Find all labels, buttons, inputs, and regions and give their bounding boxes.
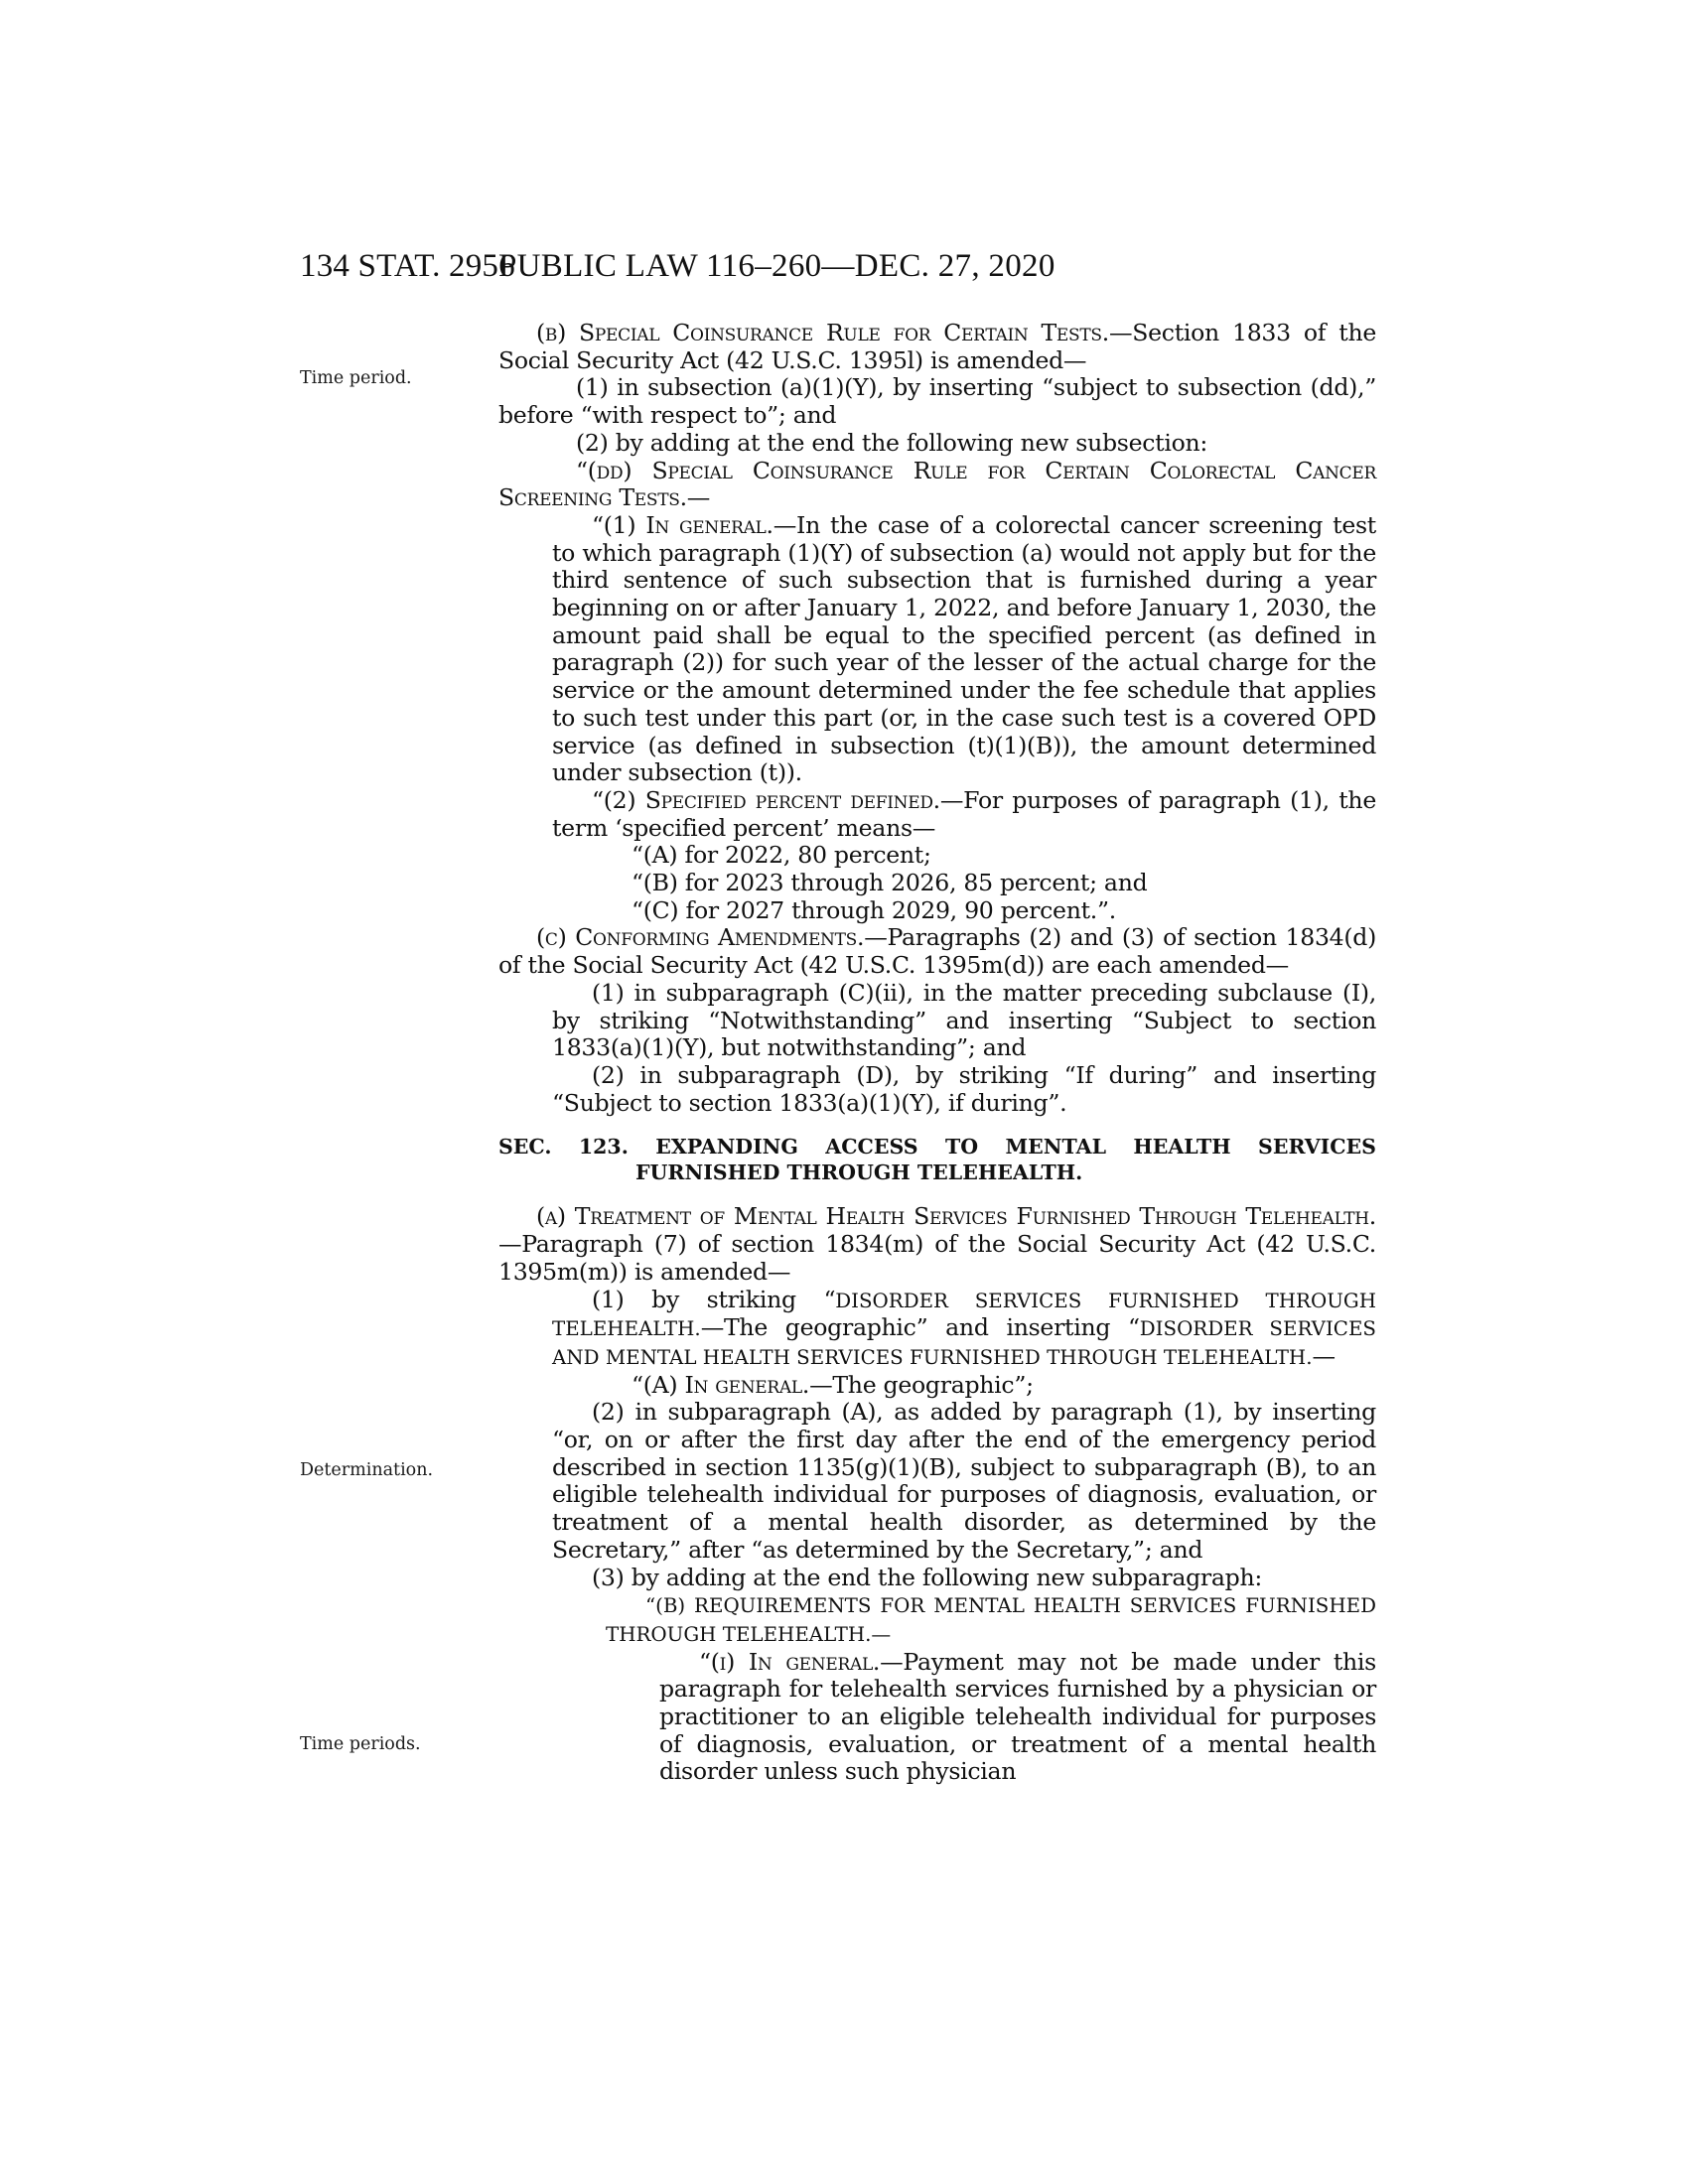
paragraph-dd1: [498, 512, 1376, 787]
subsection-b: [498, 320, 1376, 374]
margin-note-determination: Determination.: [300, 1460, 434, 1480]
paragraph-a1-post: —: [1312, 1341, 1336, 1370]
subparagraph-b-heading-text: “(B) REQUIREMENTS FOR MENTAL HEALTH SERVICES FURNISHED THROUGH TELEHEALTH.—: [606, 1594, 1376, 1646]
paragraph-a1: [498, 1287, 1376, 1372]
paragraph-dd2: [498, 787, 1376, 842]
clause-dd-a: “(A) for 2022, 80 percent;: [632, 841, 931, 870]
clause-b-i-text: —Payment may not be made under this paragraph for telehealth services furnished by a physician or practitioner to an eligible telehealth individual for purposes of diagnosis, evaluation, or treatment of a mental health disorder unless such physician: [659, 1647, 1376, 1786]
subsection-dd-heading: [498, 458, 1376, 512]
paragraph-a1-subparagraph-a: [498, 1372, 1376, 1400]
subsection-dd-heading-text: “(dd) Special Coinsurance Rule for Certain Colorectal Cancer Screening Tests.—: [498, 456, 1376, 512]
statute-page-reference: 134 STAT. 2956: [300, 248, 515, 284]
paragraph-a3: (3) by adding at the end the following new subparagraph:: [592, 1563, 1262, 1591]
clause-b-i-heading: “(i) In general.: [699, 1647, 881, 1676]
margin-note-time-period: Time period.: [300, 368, 412, 388]
subsection-a-heading: (a) Treatment of Mental Health Services Furnished Through Telehealth.: [536, 1202, 1376, 1231]
paragraph-b2: (2) by adding at the end the following new subsection:: [576, 428, 1208, 457]
paragraph-c1: (1) in subparagraph (C)(ii), in the matter preceding subclause (I), by striking “Notwithstanding” and inserting “Subject to section 1833(a)(1)(Y), but notwithstanding”; and: [552, 978, 1376, 1062]
paragraph-a1-pre: (1) by striking “: [592, 1285, 836, 1313]
document-body: [498, 320, 1376, 1786]
paragraph-a1-inserted-heading: DISORDER SERVICES AND MENTAL HEALTH SERVICES FURNISHED THROUGH TELEHEALTH.: [552, 1317, 1376, 1369]
clause-dd-c: “(C) for 2027 through 2029, 90 percent.”.: [632, 895, 1116, 924]
section-123-heading: SEC. 123. EXPANDING ACCESS TO MENTAL HEALTH SERVICES FURNISHED THROUGH TELEHEALTH.: [498, 1135, 1376, 1184]
paragraph-dd2-heading: “(2) Specified percent defined.: [592, 785, 940, 814]
subsection-b-heading: (b) Special Coinsurance Rule for Certain Tests.: [536, 319, 1109, 346]
subsection-c-heading: (c) Conforming Amendments.: [536, 923, 865, 952]
paragraph-a1-mid: —The geographic” and inserting “: [700, 1313, 1140, 1342]
subparagraph-a-heading: In general.: [684, 1370, 810, 1399]
clause-dd-b: “(B) for 2023 through 2026, 85 percent; and: [632, 869, 1148, 897]
subparagraph-a-post: —The geographic”;: [809, 1370, 1034, 1399]
clause-b-i: [498, 1649, 1376, 1787]
margin-note-time-periods: Time periods.: [300, 1734, 421, 1754]
subparagraph-b-heading: [498, 1591, 1376, 1648]
paragraph-a1-struck-heading: DISORDER SERVICES FURNISHED THROUGH TELEHEALTH.: [552, 1289, 1377, 1341]
subparagraph-a-pre: “(A): [632, 1370, 685, 1399]
subsection-b-text: —Section 1833 of the Social Security Act (42 U.S.C. 1395l) is amended—: [498, 319, 1376, 374]
paragraph-a2: (2) in subparagraph (A), as added by paragraph (1), by inserting “or, on or after the first day after the end of the emergency period described in section 1135(g)(1)(B), subject to subparagraph (B), to an eligible telehealth individual for purposes of diagnosis, evaluation, or treatment of a mental health disorder, as determined by the Secretary,” after “as determined by the Secretary,”; and: [552, 1398, 1376, 1564]
subsection-a: [498, 1203, 1376, 1286]
paragraph-dd2-text: —For purposes of paragraph (1), the term ‘specified percent’ means—: [552, 785, 1376, 842]
subsection-c: [498, 924, 1376, 979]
page-header: [300, 248, 1376, 288]
paragraph-dd1-heading: “(1) In general.: [592, 510, 774, 539]
paragraph-c2: (2) in subparagraph (D), by striking “If during” and inserting “Subject to section 1833(a)(1)(Y), if during”.: [552, 1060, 1376, 1117]
paragraph-dd1-text: —In the case of a colorectal cancer screening test to which paragraph (1)(Y) of subsection (a) would not apply but for the third sentence of such subsection that is furnished during a year beginning on or after January 1, 2022, and before January 1, 2030, the amount paid shall be equal to the specified percent (as defined in paragraph (2)) for such year of the lesser of the actual charge for the service or the amount determined under the fee schedule that applies to such test under this part (or, in the case such test is a covered OPD service (as defined in subsection (t)(1)(B)), the amount determined under subsection (t)).: [552, 510, 1376, 787]
subsection-a-text: —Paragraph (7) of section 1834(m) of the Social Security Act (42 U.S.C. 1395m(m)) is amended—: [498, 1230, 1376, 1286]
subsection-c-text: —Paragraphs (2) and (3) of section 1834(d) of the Social Security Act (42 U.S.C. 1395m(d)) are each amended—: [498, 923, 1376, 980]
public-law-title: PUBLIC LAW 116–260—DEC. 27, 2020: [498, 248, 1055, 284]
paragraph-b1: (1) in subsection (a)(1)(Y), by inserting “subject to subsection (dd),” before “with respect to”; and: [498, 373, 1376, 430]
